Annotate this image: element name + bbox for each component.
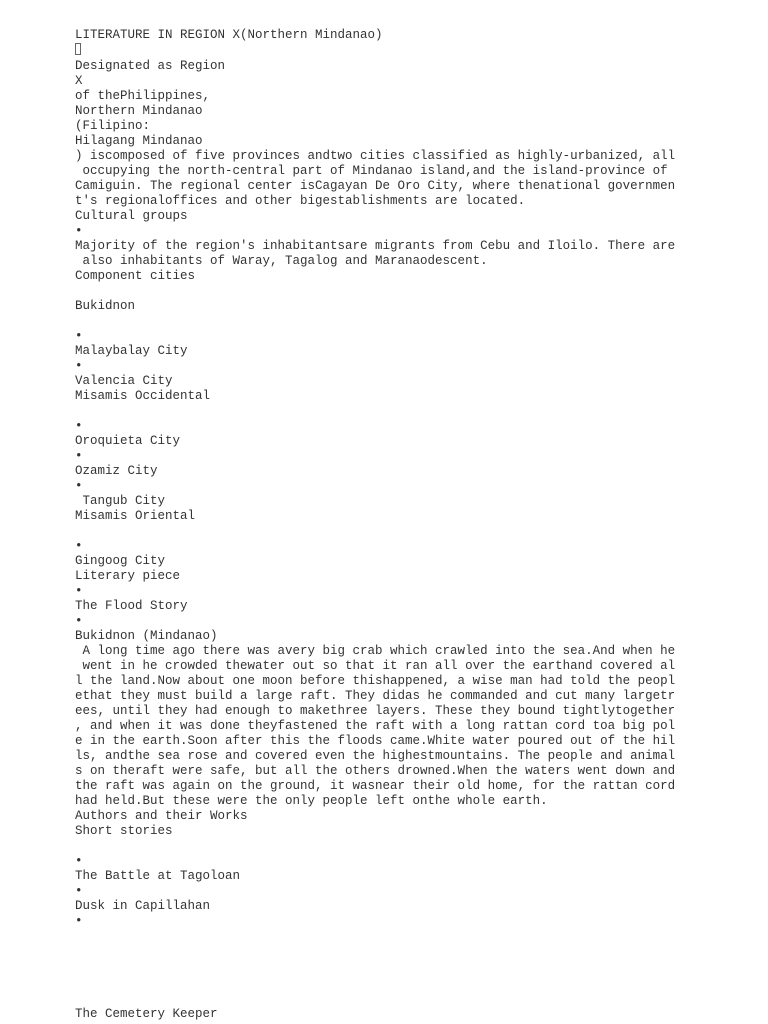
story-line: ees, until they had enough to makethree layers. These they bound tightlytogether: [75, 704, 676, 718]
city-name: Ozamiz City: [75, 464, 158, 478]
text-line: Northern Mindanao: [75, 104, 203, 118]
bullet: •: [75, 539, 83, 553]
story-line: , and when it was done theyfastened the raft with a long rattan cord toa big pol: [75, 719, 676, 733]
bullet: •: [75, 914, 83, 928]
province-name: Misamis Occidental: [75, 389, 211, 403]
doc-title: LITERATURE IN REGION X(Northern Mindanao): [75, 28, 383, 42]
city-name: Gingoog City: [75, 554, 166, 568]
province-name: Bukidnon: [75, 299, 136, 313]
story-line: the raft was again on the ground, it wasnear their old home, for the rattan cord: [75, 779, 676, 793]
story-line: ls, andthe sea rose and covered even the highestmountains. The people and animal: [75, 749, 676, 763]
bullet: •: [75, 884, 83, 898]
text-line: of thePhilippines,: [75, 89, 211, 103]
bullet: •: [75, 224, 83, 238]
blank-line: [75, 284, 755, 299]
blank-line: [75, 314, 755, 329]
work-title: The Battle at Tagoloan: [75, 869, 241, 883]
bullet: •: [75, 329, 83, 343]
story-line: l the land.Now about one moon before thishappened, a wise man had told the peopl: [75, 674, 676, 688]
bullet: •: [75, 854, 83, 868]
text-line: X: [75, 74, 83, 88]
bullet: •: [75, 419, 83, 433]
bullet: •: [75, 584, 83, 598]
blank-line: [75, 404, 755, 419]
missing-glyph-icon: [75, 43, 81, 55]
bullet: •: [75, 614, 83, 628]
text-line: t's regionaloffices and other bigestablishments are located.: [75, 194, 526, 208]
text-line: Camiguin. The regional center isCagayan De Oro City, where thenational governmen: [75, 179, 676, 193]
work-title: Dusk in Capillahan: [75, 899, 211, 913]
section-heading: Authors and their Works: [75, 809, 248, 823]
city-name: Valencia City: [75, 374, 173, 388]
text-line: Hilagang Mindanao: [75, 134, 203, 148]
story-line: s on theraft were safe, but all the others drowned.When the waters went down and: [75, 764, 676, 778]
story-line: had held.But these were the only people left onthe whole earth.: [75, 794, 548, 808]
blank-line: [75, 839, 755, 854]
city-name: Malaybalay City: [75, 344, 188, 358]
section-heading: Cultural groups: [75, 209, 188, 223]
text-line: ) iscomposed of five provinces andtwo cities classified as highly-urbanized, all: [75, 149, 676, 163]
bullet: •: [75, 449, 83, 463]
text-line: occupying the north-central part of Mindanao island,and the island-province of: [75, 164, 668, 178]
section-heading: Component cities: [75, 269, 196, 283]
story-origin: Bukidnon (Mindanao): [75, 629, 218, 643]
story-line: went in he crowded thewater out so that it ran all over the earthand covered al: [75, 659, 676, 673]
story-line: A long time ago there was avery big crab which crawled into the sea.And when he: [75, 644, 676, 658]
city-name: Oroquieta City: [75, 434, 181, 448]
story-title: The Flood Story: [75, 599, 188, 613]
text-line: Designated as Region: [75, 59, 226, 73]
bullet: •: [75, 359, 83, 373]
section-heading: Literary piece: [75, 569, 181, 583]
story-line: ethat they must build a large raft. They didas he commanded and cut many largetr: [75, 689, 676, 703]
city-name: Tangub City: [75, 494, 166, 508]
work-title-cemetery-keeper: The Cemetery Keeper: [75, 1007, 218, 1021]
text-line: Majority of the region's inhabitantsare migrants from Cebu and Iloilo. There are: [75, 239, 676, 253]
blank-line: [75, 524, 755, 539]
bullet: •: [75, 479, 83, 493]
section-heading: Short stories: [75, 824, 173, 838]
text-line: (Filipino:: [75, 119, 151, 133]
text-line: also inhabitants of Waray, Tagalog and Maranaodescent.: [75, 254, 488, 268]
province-name: Misamis Oriental: [75, 509, 196, 523]
story-line: e in the earth.Soon after this the floods came.White water poured out of the hil: [75, 734, 676, 748]
missing-glyph-line: [75, 43, 755, 59]
document-body: [75, 28, 755, 929]
